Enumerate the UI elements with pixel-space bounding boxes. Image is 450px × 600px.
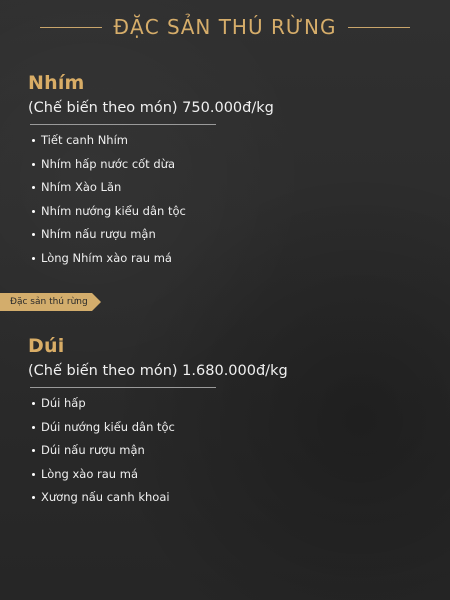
list-item [28,463,418,487]
dish-label: Nhím nướng kiểu dân tộc [41,203,186,218]
bullet-icon [32,402,35,405]
dish-label: Xương nấu canh khoai [41,490,170,504]
list-item [28,439,418,463]
bullet-icon [32,210,35,213]
list-item [28,176,418,200]
list-item [28,392,418,416]
dish-label: Nhím Xào Lăn [41,180,122,194]
header-left-rule [40,27,102,28]
dish-label: Lòng Nhím xào rau má [41,250,172,265]
bullet-icon [32,139,35,142]
dish-label: Lòng xào rau má [41,466,138,481]
dish-label: Tiết canh Nhím [41,133,128,147]
list-item [28,486,418,510]
dish-list [28,129,418,270]
list-item [28,247,418,271]
section-nhim [28,72,418,270]
section-divider [30,387,216,388]
dish-list [28,392,418,510]
tag-arrow-icon [92,293,101,311]
bullet-icon [32,233,35,236]
dish-label: Dúi nấu rượu mận [41,443,145,457]
category-tag [0,293,101,311]
dish-label: Dúi nướng kiểu dân tộc [41,419,175,434]
page-title: ĐẶC SẢN THÚ RỪNG [113,15,337,39]
bullet-icon [32,163,35,166]
bullet-icon [32,426,35,429]
bullet-icon [32,186,35,189]
section-price: (Chế biến theo món) 1.680.000đ/kg [28,363,288,379]
dish-label: Nhím hấp nước cốt dừa [41,156,175,171]
bullet-icon [32,473,35,476]
section-title: Nhím [28,72,85,94]
bullet-icon [32,496,35,499]
list-item [28,200,418,224]
dish-label: Dúi hấp [41,396,86,410]
list-item [28,223,418,247]
page-header [0,14,450,40]
dish-label: Nhím nấu rượu mận [41,227,156,241]
section-divider [30,124,216,125]
section-title: Dúi [28,335,65,357]
list-item [28,416,418,440]
section-dui [28,335,418,510]
list-item [28,129,418,153]
header-right-rule [348,27,410,28]
category-tag-label: Đặc sản thú rừng [0,293,92,311]
list-item [28,153,418,177]
bullet-icon [32,257,35,260]
bullet-icon [32,449,35,452]
section-price: (Chế biến theo món) 750.000đ/kg [28,100,274,116]
